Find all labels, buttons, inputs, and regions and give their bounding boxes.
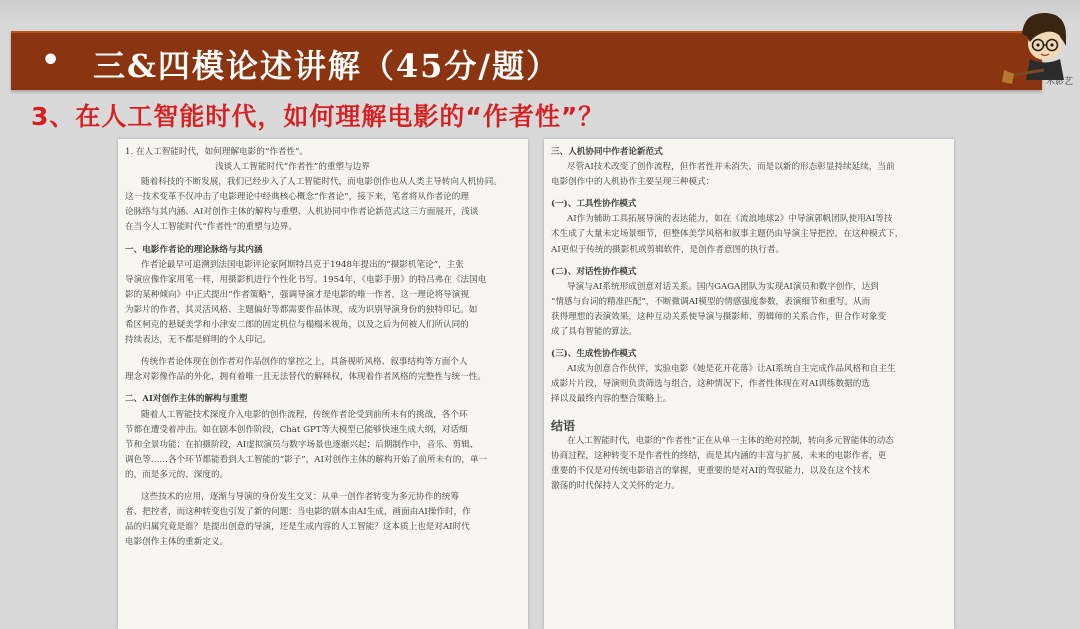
essay-page-right: [544, 139, 954, 629]
mascot-caption: 木影艺: [1046, 77, 1074, 87]
essay-line: 这一技术变革不仅冲击了电影理论中经典核心概念“作者论”，接下来，笔者将从作者论的理: [125, 192, 469, 203]
essay-line: 为影片的作者，其灵活风格、主题偏好等都需要作品体现，成为识别导演身份的独特印记。如: [125, 304, 478, 315]
essay-section-heading: (一)、工具性协作模式: [551, 199, 637, 210]
essay-line: 持续表达，无不都是鲜明的个人印记。: [125, 335, 272, 346]
essay-line: AI作为辅助工具拓展导演的表达能力，如在《流浪地球2》中导演郭帆团队使用AI等技: [567, 214, 893, 225]
essay-line: 电影创作主体的重新定义。: [125, 537, 229, 548]
essay-section-heading: (三)、生成性协作模式: [551, 349, 637, 360]
essay-line: 随着科技的不断发展，我们已经步入了人工智能时代，而电影创作也从人类主导转向人机协同。: [141, 177, 502, 188]
essay-line: 影的某种倾向》中正式提出“作者策略”，强调导演才是电影的唯一作者，这一理论将导演视: [125, 289, 469, 300]
essay-left-text: [125, 145, 520, 550]
paragraph-gap: [125, 483, 520, 490]
essay-line: 节都在遭受着冲击。如在剧本创作阶段，Chat GPT等大模型已能够快速生成大纲，对话细: [125, 424, 468, 435]
essay-line: 浅谈人工智能时代“作者性”的重塑与边界: [215, 162, 370, 173]
slide-title: 三&四模论述讲解（45分/题）: [93, 47, 561, 85]
top-band: [0, 0, 1080, 24]
essay-line: 电影创作中的人机协作主要呈现三种模式：: [551, 177, 715, 188]
essay-line: 1. 在人工智能时代，如何理解电影的“作者性”。: [125, 147, 308, 157]
essay-line: 择以及最终内容的整合策略上。: [551, 394, 672, 405]
essay-line: 品的归属究竟是谁？是提出创意的导演，还是生成内容的人工智能？这本质上也是对AI时代: [125, 522, 470, 533]
paragraph-gap: [551, 258, 946, 265]
essay-line: 的，而是多元的、深度的。: [125, 469, 229, 480]
essay-line: 在人工智能时代，电影的“作者性”正在从单一主体的绝对控制，转向多元智能体的动态: [567, 435, 894, 446]
paragraph-gap: [125, 385, 520, 392]
title-bullet: •: [41, 43, 61, 78]
essay-line: 成了具有智能的算法。: [551, 327, 637, 338]
essay-line: 导演与AI系统形成创意对话关系。国内GAGA团队为实现AI演员和数字创作，达到: [567, 281, 879, 292]
essay-line: 这些技术的应用，逐渐与导演的身份发生交叉：从单一创作者转变为多元协作的统筹: [141, 491, 459, 502]
essay-page-left: [118, 139, 528, 629]
paragraph-gap: [125, 348, 520, 355]
essay-line: 导演应像作家用笔一样，用摄影机进行个性化书写。1954年，《电影手册》的特吕弗在《法国电: [125, 274, 487, 285]
essay-line: 随着人工智能技术深度介入电影的创作流程，传统作者论受到前所未有的挑战，各个环: [141, 409, 468, 420]
essay-line: 获得理想的表演效果，这种互动关系使导演与摄影师、剪辑师的关系合作，但合作对象变: [551, 311, 887, 322]
essay-line: 者、把控者，而这种转变也引发了新的问题：当电影的剧本由AI生成，画面由AI操作时，作: [125, 507, 471, 518]
essay-line: 传统作者论体现在创作者对作品创作的掌控之上，具备视听风格、叙事结构等方面个人: [141, 357, 468, 368]
paragraph-gap: [551, 190, 946, 197]
essay-line: 术生成了大量未定场景细节，但整体美学风格和叙事主题仍由导演主导把控，在这种模式下，: [551, 229, 904, 240]
essay-line: 协商过程，这种转变不是作者性的终结，而是其内涵的丰富与扩展，未来的电影作者，更: [551, 450, 887, 461]
essay-line: 尽管AI技术改变了创作流程，但作者性并未消失，而是以新的形态彰显持续延续，当前: [567, 162, 895, 173]
paragraph-gap: [551, 340, 946, 347]
paragraph-gap: [551, 408, 946, 415]
essay-section-heading: (二)、对话性协作模式: [551, 266, 637, 277]
essay-section-heading: 二、AI对创作主体的解构与重塑: [125, 394, 248, 405]
essay-section-heading: 结语: [551, 418, 576, 433]
essay-line: 论脉络与其内涵、AI对创作主体的解构与重塑、人机协同中作者论新范式这三方面展开，浅谈: [125, 207, 479, 218]
essay-section-heading: 一、电影作者论的理论脉络与其内涵: [125, 244, 263, 255]
essay-line: 成影片片段，导演则负责筛选与组合，这种情况下，作者性体现在对AI训练数据的选: [551, 379, 870, 390]
essay-line: 调色等……各个环节都能看到人工智能的“影子”，AI对创作主体的解构开始了前所未有的，单一: [125, 454, 488, 465]
essay-line: 节和全景功能；在拍摄阶段，AI虚拟演员与数字场景也逐渐兴起；后期制作中，音乐、剪辑、: [125, 439, 479, 450]
essay-line: AI成为创意合作伙伴，实验电影《她是花开花落》让AI系统自主完成作品风格和自主生: [567, 364, 896, 375]
essay-line: 重要的不仅是对传统电影语言的掌握，更重要的是对AI的驾驭能力，以及在这个技术: [551, 465, 870, 476]
essay-line: 作者论最早可追溯到法国电影评论家阿斯特吕克于1948年提出的“摄影机笔论”，主张: [141, 259, 464, 270]
essay-line: AI更似于传统的摄影机或剪辑软件，是创作者意图的执行者。: [551, 244, 785, 255]
essay-line: 理念对影像作品的外化，拥有着唯一且无法替代的解释权，体现着作者风格的完整性与统一性。: [125, 372, 486, 383]
essay-line: 激荡的时代保持人文关怀的定力。: [551, 480, 680, 491]
paragraph-gap: [125, 236, 520, 243]
essay-line: 希区柯克的悬疑美学和小津安二郎的固定机位与榻榻米视角，以及之后为何被人们所认同的: [125, 320, 469, 331]
essay-section-heading: 三、人机协同中作者论新范式: [551, 147, 663, 157]
slide-title-bar: [11, 31, 1042, 90]
essay-line: 在当今人工智能时代“作者性”的重塑与边界。: [125, 222, 298, 233]
essay-right-text: [551, 145, 946, 494]
essay-line: “情感与台词的精准匹配”，不断微调AI模型的情感强度参数，表演细节和重写。从而: [551, 296, 871, 307]
question-heading: 3、在人工智能时代，如何理解电影的“作者性”？: [31, 102, 605, 131]
